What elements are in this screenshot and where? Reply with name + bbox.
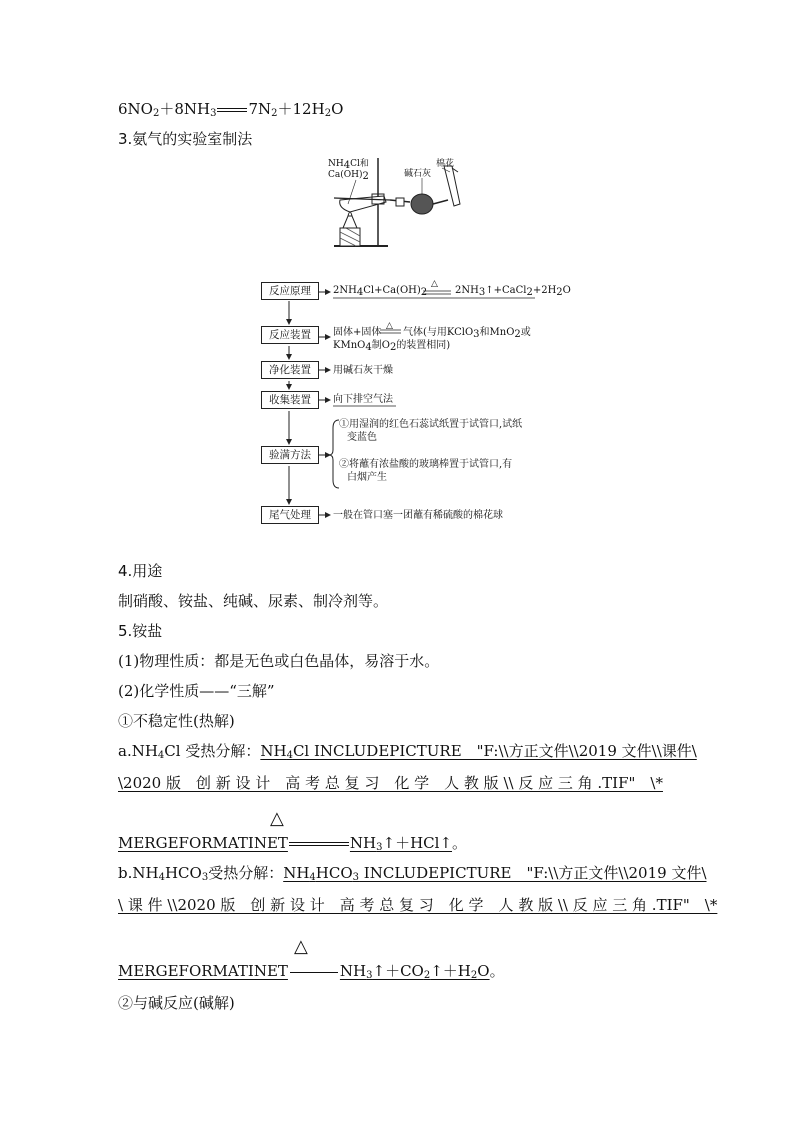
nh4cl-line3: MERGEFORMATINET $NH_3↑+HCl↑$。 [118, 834, 468, 853]
section-4-text: 制硝酸、铵盐、纯碱、尿素、制冷剂等。 [118, 592, 389, 610]
flow-step-purify: 净化装置 [261, 361, 319, 379]
collect-text: 向下排空气法 [333, 394, 393, 405]
label-reagents-line2: $Ca(OH)_2$ [328, 170, 369, 182]
chemical-properties: (2)化学性质——“三解” [118, 682, 275, 700]
nh4cl-products: $NH_3↑+HCl↑$ [349, 834, 453, 853]
device-line2: KMnO$_4$制$O_2$的装置相同) [333, 340, 451, 353]
nh4hco3-line3: MERGEFORMATINET $NH_3↑+CO_2↑+H_2O$。 [118, 962, 505, 981]
section-3-title: 3.氨气的实验室制法 [118, 130, 253, 148]
equation-no2-nh3: $6NO_2+8NH_3$ $7N_2+12H_2O$ [118, 100, 344, 119]
section-4-title: 4.用途 [118, 562, 163, 580]
nh4cl-equals-sign [289, 842, 349, 846]
device-solid-solid: 固体+固体 [333, 327, 382, 338]
principle-heat-sign: △ [431, 279, 438, 289]
nh4hco3-line1: $b.NH_4HCO_3$受热分解：$NH_4HCO_3$ INCLUDEPICTURE "F:\\方正文件\\2019 文件\ [118, 864, 707, 883]
label-reagents-line1: $NH_4Cl$和 [328, 159, 369, 171]
check-method-2-line1: ②将蘸有浓盐酸的玻璃棒置于试管口,有 [339, 459, 513, 470]
flow-step-check: 验满方法 [261, 446, 319, 464]
ammonia-apparatus-figure [326, 158, 476, 254]
label-soda-lime: 碱石灰 [404, 169, 432, 179]
flow-step-device: 反应装置 [261, 326, 319, 344]
equals-sign [217, 108, 247, 112]
purify-text: 用碱石灰干燥 [333, 365, 393, 376]
device-line1: 气体(与用KClO$_3$和MnO$_2$或 [403, 327, 531, 340]
physical-properties: (1)物理性质：都是无色或白色晶体，易溶于水。 [118, 652, 440, 670]
preparation-flowchart [255, 279, 571, 525]
nh4hco3-heat-sign: △ [294, 936, 308, 957]
nh4hco3-reaction-line [290, 972, 338, 973]
principle-reactants: $2NH_4Cl+Ca(OH)_2$ [333, 285, 428, 298]
nh4cl-answer-part1: $NH_4Cl$ INCLUDEPICTURE "F:\\方正文件\\2019 文件\\课件\ [260, 742, 697, 761]
tail-gas-text: 一般在管口塞一团蘸有稀硫酸的棉花球 [333, 510, 503, 521]
check-method-1-line2: 变蓝色 [347, 432, 377, 443]
alkali-reaction-heading: ②与碱反应(碱解) [118, 994, 235, 1012]
check-method-1-line1: ①用湿润的红色石蕊试纸置于试管口,试纸 [339, 419, 523, 430]
flow-step-principle: 反应原理 [261, 282, 319, 300]
flow-step-tail: 尾气处理 [261, 506, 319, 524]
flow-step-collect: 收集装置 [261, 391, 319, 409]
nh4hco3-line2: \ 课 件 \\2020 版 创 新 设 计 高 考 总 复 习 化 学 人 教 版 \\ 反 应 三 角 .TIF" \* [118, 896, 718, 914]
nh4cl-line2: \2020 版 创 新 设 计 高 考 总 复 习 化 学 人 教 版 \\ 反 应 三 角 .TIF" \* [118, 774, 663, 792]
label-cotton: 棉花 [436, 159, 455, 169]
instability-heading: ①不稳定性(热解) [118, 712, 235, 730]
nh4cl-heat-sign: △ [270, 808, 284, 829]
nh4hco3-products: $NH_3↑+CO_2↑+H_2O$ [339, 962, 490, 981]
nh4hco3-answer-part1: $NH_4HCO_3$ INCLUDEPICTURE "F:\\方正文件\\2019 文件\ [283, 864, 707, 883]
nh4cl-line1: $a.NH_4Cl$ 受热分解：$NH_4Cl$ INCLUDEPICTURE "F:\\方正文件\\2019 文件\\课件\ [118, 742, 697, 761]
device-heat-sign: △ [386, 321, 393, 331]
section-5-title: 5.铵盐 [118, 622, 163, 640]
principle-products: $2NH_3↑+CaCl_2+2H_2O$ [455, 285, 571, 298]
check-method-2-line2: 白烟产生 [347, 472, 387, 483]
